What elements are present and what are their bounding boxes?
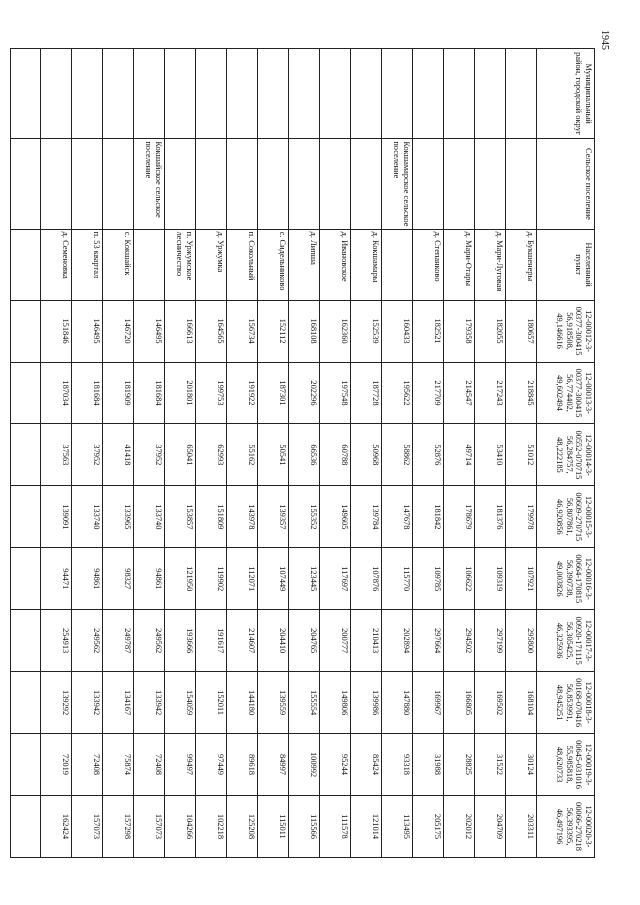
- table-row: [289, 49, 320, 858]
- municipal-cell: [196, 49, 227, 139]
- distance-cell: 197548: [320, 362, 351, 424]
- settlement-cell: [196, 139, 227, 229]
- code-label: 12-00019-3-00645-031016: [574, 740, 593, 789]
- distance-cell: 50968: [351, 424, 382, 486]
- municipal-cell: [289, 49, 320, 139]
- distance-cell: 94471: [41, 548, 72, 610]
- distance-table-wrapper: [61, 48, 595, 858]
- distance-cell: 37952: [72, 424, 103, 486]
- settlement-cell: [41, 139, 72, 229]
- settlement-cell: Кокшайское сельское поселение: [134, 139, 165, 229]
- distance-cell: 181842: [413, 486, 444, 548]
- distance-cell: 109319: [475, 548, 506, 610]
- distance-cell: 152112: [258, 300, 289, 362]
- distance-cell: 169967: [413, 672, 444, 734]
- distance-cell: 166613: [165, 300, 196, 362]
- distance-cell: 72408: [134, 734, 165, 796]
- distance-cell: 149806: [320, 672, 351, 734]
- distance-cell: 297664: [413, 610, 444, 672]
- distance-cell: 157298: [103, 795, 134, 857]
- distance-cell: 31988: [413, 734, 444, 796]
- empty-cell: [11, 486, 41, 548]
- distance-cell: 104266: [165, 795, 196, 857]
- table-row: [258, 49, 289, 858]
- municipal-cell: [227, 49, 258, 139]
- distance-cell: 149605: [320, 486, 351, 548]
- distance-cell: 143978: [227, 486, 258, 548]
- settlement-cell: [258, 139, 289, 229]
- distance-cell: 75874: [103, 734, 134, 796]
- empty-cell: [11, 795, 41, 857]
- distance-cell: 111578: [320, 795, 351, 857]
- table-body: [11, 49, 537, 858]
- settlement-cell: [165, 139, 196, 229]
- distance-cell: 214547: [444, 362, 475, 424]
- distance-cell: 100992: [289, 734, 320, 796]
- table-row: [506, 49, 537, 858]
- empty-cell: [11, 139, 41, 229]
- distance-cell: 157073: [72, 795, 103, 857]
- distance-cell: 195622: [382, 362, 413, 424]
- empty-cell: [11, 49, 41, 139]
- municipal-cell: [134, 49, 165, 139]
- distance-cell: 154059: [165, 672, 196, 734]
- distance-cell: 28825: [444, 734, 475, 796]
- distance-cell: 139357: [258, 486, 289, 548]
- table-row: [103, 49, 134, 858]
- locality-cell: д. Мари-Отары: [444, 229, 475, 300]
- municipal-cell: [103, 49, 134, 139]
- distance-cell: 218845: [506, 362, 537, 424]
- municipal-cell: [475, 49, 506, 139]
- locality-cell: [382, 229, 413, 300]
- locality-cell: п. 53 квартал: [72, 229, 103, 300]
- distance-cell: 115770: [382, 548, 413, 610]
- header-code: [537, 486, 595, 548]
- distance-cell: 95244: [320, 734, 351, 796]
- distance-cell: 98327: [103, 548, 134, 610]
- distance-cell: 133942: [134, 672, 165, 734]
- distance-cell: 205175: [413, 795, 444, 857]
- distance-cell: 119902: [196, 548, 227, 610]
- distance-cell: 202296: [289, 362, 320, 424]
- distance-cell: 217709: [413, 362, 444, 424]
- code-label: 12-00014-3-00552-070715: [574, 430, 593, 480]
- settlement-cell: [227, 139, 258, 229]
- distance-cell: 147880: [382, 672, 413, 734]
- distance-cell: 144180: [227, 672, 258, 734]
- distance-cell: 168104: [506, 672, 537, 734]
- locality-cell: д. Ивановское: [320, 229, 351, 300]
- code-label: 12-00015-3-00609-270715: [574, 492, 593, 542]
- distance-cell: 115566: [289, 795, 320, 857]
- coord-label: 56,393395, 46,497196: [555, 807, 574, 846]
- locality-cell: д. Букшенеры: [506, 229, 537, 300]
- distance-cell: 203311: [506, 795, 537, 857]
- distance-cell: 133942: [72, 672, 103, 734]
- distance-cell: 94861: [72, 548, 103, 610]
- distance-cell: 152011: [196, 672, 227, 734]
- distance-cell: 139292: [41, 672, 72, 734]
- distance-cell: 72408: [72, 734, 103, 796]
- distance-cell: 191617: [196, 610, 227, 672]
- distance-cell: 201801: [165, 362, 196, 424]
- distance-cell: 214607: [227, 610, 258, 672]
- distance-cell: 166805: [444, 672, 475, 734]
- locality-cell: д. Семеновка: [41, 229, 72, 300]
- table-row: [444, 49, 475, 858]
- distance-cell: 164565: [196, 300, 227, 362]
- distance-cell: 106622: [444, 548, 475, 610]
- distance-cell: 107876: [351, 548, 382, 610]
- coord-label: 56,918508, 49,146616: [555, 312, 574, 350]
- settlement-cell: [506, 139, 537, 229]
- table-row: [351, 49, 382, 858]
- distance-cell: 134167: [103, 672, 134, 734]
- distance-cell: 94861: [134, 548, 165, 610]
- municipal-cell: [258, 49, 289, 139]
- distance-cell: 121014: [351, 795, 382, 857]
- municipal-cell: [320, 49, 351, 139]
- distance-cell: 147678: [382, 486, 413, 548]
- header-locality: Населенный пункт: [537, 229, 595, 300]
- locality-cell: д. Уржумка: [196, 229, 227, 300]
- distance-cell: 181909: [103, 362, 134, 424]
- settlement-cell: [413, 139, 444, 229]
- coord-label: 56,853991, 48,945251: [555, 683, 574, 722]
- table-row: [320, 49, 351, 858]
- distance-cell: 156734: [227, 300, 258, 362]
- settlement-cell: [320, 139, 351, 229]
- distance-cell: 133965: [103, 486, 134, 548]
- distance-cell: 121950: [165, 548, 196, 610]
- distance-cell: 133740: [72, 486, 103, 548]
- distance-cell: 187034: [41, 362, 72, 424]
- distance-cell: 162360: [320, 300, 351, 362]
- distance-cell: 217243: [475, 362, 506, 424]
- locality-cell: [134, 229, 165, 300]
- distance-cell: 109785: [413, 548, 444, 610]
- distance-cell: 31522: [475, 734, 506, 796]
- distance-cell: 155352: [289, 486, 320, 548]
- table-row: [413, 49, 444, 858]
- settlement-cell: [72, 139, 103, 229]
- distance-table: [10, 48, 595, 858]
- code-label: 12-00013-3-00377-300415: [574, 368, 593, 418]
- coord-label: 56,284757, 48,222185: [555, 436, 574, 474]
- header-code: [537, 672, 595, 734]
- distance-cell: 181684: [134, 362, 165, 424]
- distance-cell: 72019: [41, 734, 72, 796]
- empty-cell: [11, 300, 41, 362]
- distance-cell: 123445: [289, 548, 320, 610]
- distance-cell: 146495: [134, 300, 165, 362]
- header-settlement: Сельское поселение: [537, 139, 595, 229]
- coord-label: 55,985818, 48,620733: [555, 745, 574, 784]
- table-row: [72, 49, 103, 858]
- distance-cell: 112071: [227, 548, 258, 610]
- distance-cell: 179978: [506, 486, 537, 548]
- code-label: 12-00012-3-00377-300415: [574, 306, 593, 356]
- settlement-cell: [475, 139, 506, 229]
- empty-cell: [11, 229, 41, 300]
- settlement-cell: [103, 139, 134, 229]
- distance-cell: 179358: [444, 300, 475, 362]
- settlement-cell: [351, 139, 382, 229]
- distance-cell: 204709: [475, 795, 506, 857]
- distance-cell: 191922: [227, 362, 258, 424]
- distance-cell: 99497: [165, 734, 196, 796]
- distance-cell: 115011: [258, 795, 289, 857]
- empty-cell: [11, 362, 41, 424]
- settlement-cell: [444, 139, 475, 229]
- header-code: [537, 424, 595, 486]
- table-row: [227, 49, 258, 858]
- distance-cell: 182055: [475, 300, 506, 362]
- distance-cell: 52876: [413, 424, 444, 486]
- distance-cell: 204765: [289, 610, 320, 672]
- distance-cell: 153857: [165, 486, 196, 548]
- distance-cell: 202894: [382, 610, 413, 672]
- distance-cell: 37563: [41, 424, 72, 486]
- coord-label: 56,774402, 49,602494: [555, 374, 574, 412]
- table-row: [41, 49, 72, 858]
- header-code: [537, 795, 595, 857]
- coord-label: 56,390738, 49,003826: [555, 559, 574, 598]
- distance-cell: 295800: [506, 610, 537, 672]
- distance-cell: 160433: [382, 300, 413, 362]
- code-label: 12-00016-3-00664-170815: [574, 554, 593, 604]
- distance-cell: 66536: [289, 424, 320, 486]
- distance-cell: 204410: [258, 610, 289, 672]
- distance-cell: 51012: [506, 424, 537, 486]
- table-row: [165, 49, 196, 858]
- distance-cell: 133740: [134, 486, 165, 548]
- distance-cell: 107921: [506, 548, 537, 610]
- coord-label: 56,305425, 46,325936: [555, 621, 574, 660]
- locality-cell: п. Уржумское лесничество: [165, 229, 196, 300]
- locality-cell: д. Кокшамары: [351, 229, 382, 300]
- municipal-cell: [413, 49, 444, 139]
- distance-cell: 178679: [444, 486, 475, 548]
- distance-cell: 55162: [227, 424, 258, 486]
- municipal-cell: [41, 49, 72, 139]
- header-code: [537, 610, 595, 672]
- distance-cell: 210413: [351, 610, 382, 672]
- distance-cell: 151846: [41, 300, 72, 362]
- distance-cell: 155554: [289, 672, 320, 734]
- code-label: 12-00020-3-00066-270218: [574, 802, 593, 851]
- distance-cell: 102218: [196, 795, 227, 857]
- empty-cell: [11, 424, 41, 486]
- header-code: [537, 734, 595, 796]
- distance-cell: 294502: [444, 610, 475, 672]
- coord-label: 56,807861, 46,920856: [555, 497, 574, 536]
- header-code: [537, 300, 595, 362]
- distance-cell: 202012: [444, 795, 475, 857]
- distance-cell: 117697: [320, 548, 351, 610]
- table-row: [134, 49, 165, 858]
- municipal-cell: [165, 49, 196, 139]
- empty-cell: [11, 672, 41, 734]
- settlement-cell: [289, 139, 320, 229]
- distance-cell: 254913: [41, 610, 72, 672]
- distance-cell: 297199: [475, 610, 506, 672]
- municipal-cell: [444, 49, 475, 139]
- municipal-cell: [72, 49, 103, 139]
- distance-cell: 85424: [351, 734, 382, 796]
- locality-cell: с. Кокшайск: [103, 229, 134, 300]
- distance-cell: 89618: [227, 734, 258, 796]
- distance-cell: 139091: [41, 486, 72, 548]
- municipal-cell: [506, 49, 537, 139]
- distance-cell: 182521: [413, 300, 444, 362]
- distance-cell: 139559: [258, 672, 289, 734]
- distance-cell: 62993: [196, 424, 227, 486]
- distance-cell: 58862: [382, 424, 413, 486]
- code-label: 12-00017-3-00920-171115: [574, 616, 593, 665]
- distance-cell: 139986: [351, 672, 382, 734]
- distance-cell: 180657: [506, 300, 537, 362]
- distance-cell: 181376: [475, 486, 506, 548]
- table-row: [382, 49, 413, 858]
- locality-cell: д. Мари-Луговая: [475, 229, 506, 300]
- locality-cell: с. Сидельниково: [258, 229, 289, 300]
- distance-cell: 60788: [320, 424, 351, 486]
- distance-cell: 181684: [72, 362, 103, 424]
- distance-cell: 200777: [320, 610, 351, 672]
- distance-cell: 168108: [289, 300, 320, 362]
- distance-cell: 30124: [506, 734, 537, 796]
- settlement-cell: Кокшамарское сельское поселение: [382, 139, 413, 229]
- code-label: 12-00018-3-00168-070416: [574, 678, 593, 728]
- distance-cell: 249787: [103, 610, 134, 672]
- distance-cell: 37952: [134, 424, 165, 486]
- distance-cell: 157073: [134, 795, 165, 857]
- municipal-cell: [382, 49, 413, 139]
- distance-cell: 146495: [72, 300, 103, 362]
- distance-cell: 53410: [475, 424, 506, 486]
- locality-cell: д. Липша: [289, 229, 320, 300]
- distance-cell: 146720: [103, 300, 134, 362]
- distance-cell: 93318: [382, 734, 413, 796]
- distance-cell: 49714: [444, 424, 475, 486]
- distance-cell: 193666: [165, 610, 196, 672]
- municipal-cell: [351, 49, 382, 139]
- empty-cell: [11, 734, 41, 796]
- empty-cell: [11, 548, 41, 610]
- header-code: [537, 548, 595, 610]
- distance-cell: 249562: [72, 610, 103, 672]
- distance-cell: 125208: [227, 795, 258, 857]
- header-code: [537, 362, 595, 424]
- distance-cell: 41418: [103, 424, 134, 486]
- distance-cell: 187301: [258, 362, 289, 424]
- blank-row: [11, 49, 41, 858]
- table-row: [475, 49, 506, 858]
- distance-cell: 151809: [196, 486, 227, 548]
- distance-cell: 199753: [196, 362, 227, 424]
- distance-cell: 107449: [258, 548, 289, 610]
- table-row: [196, 49, 227, 858]
- header-row: [537, 49, 595, 858]
- locality-cell: д. Степанково: [413, 229, 444, 300]
- distance-cell: 162424: [41, 795, 72, 857]
- distance-cell: 50541: [258, 424, 289, 486]
- page-number: 1945: [599, 30, 610, 50]
- empty-cell: [11, 610, 41, 672]
- distance-cell: 84997: [258, 734, 289, 796]
- distance-cell: 65041: [165, 424, 196, 486]
- distance-cell: 187728: [351, 362, 382, 424]
- locality-cell: п. Сокольный: [227, 229, 258, 300]
- header-municipal: Муниципальный район, городской округ: [537, 49, 595, 139]
- distance-cell: 152539: [351, 300, 382, 362]
- distance-cell: 139784: [351, 486, 382, 548]
- distance-cell: 113495: [382, 795, 413, 857]
- distance-cell: 249562: [134, 610, 165, 672]
- distance-cell: 97449: [196, 734, 227, 796]
- distance-cell: 169502: [475, 672, 506, 734]
